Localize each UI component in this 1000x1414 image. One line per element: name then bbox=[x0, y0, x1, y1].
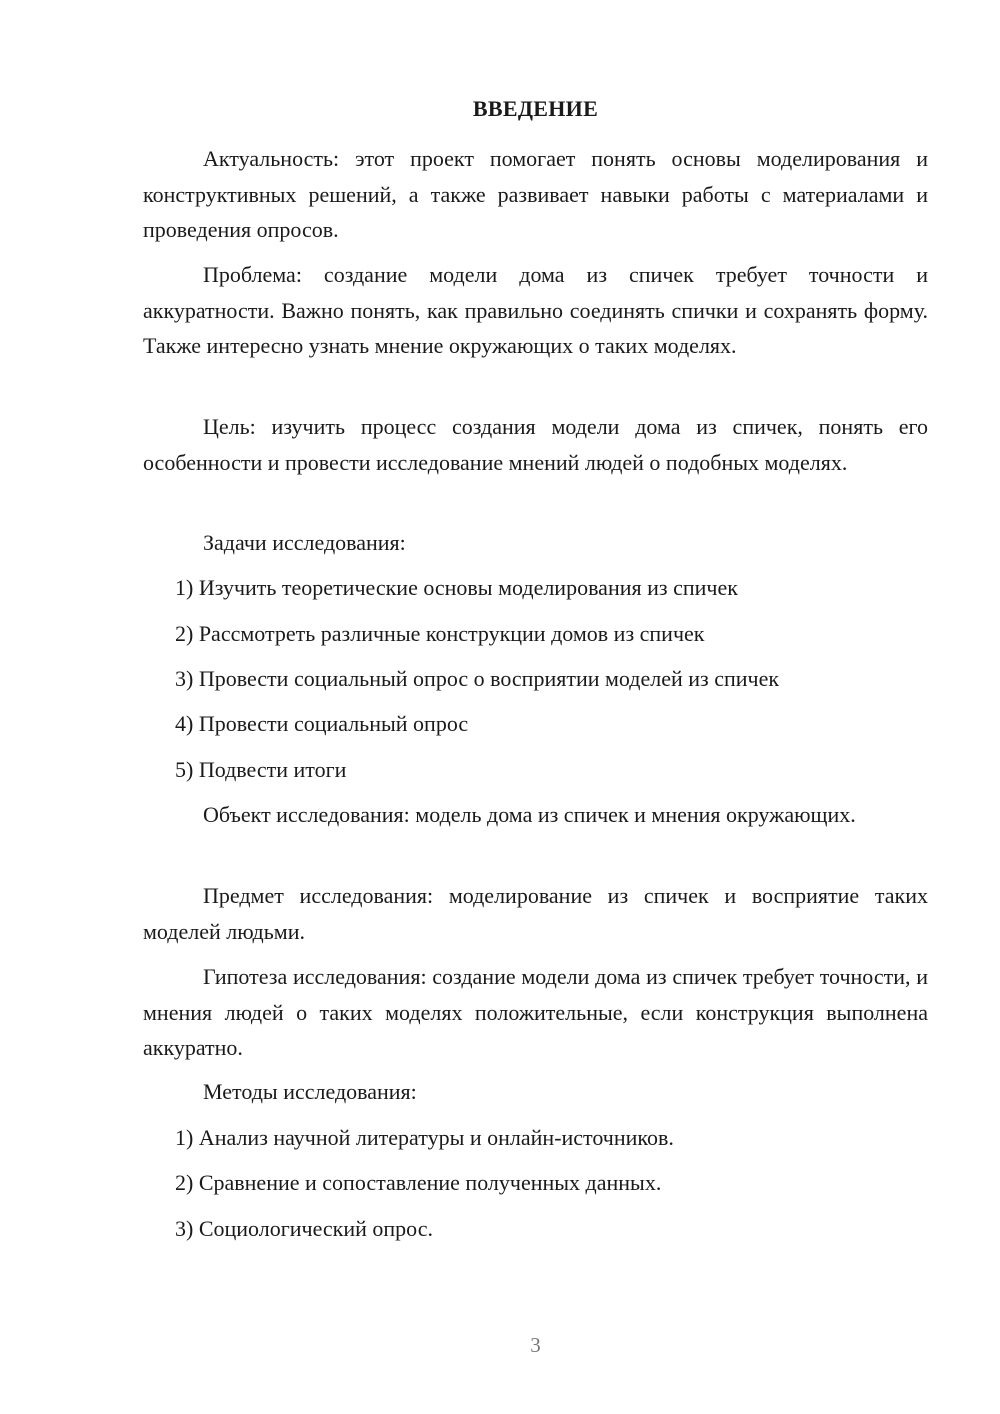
paragraph-relevance: Актуальность: этот проект помогает понять основы моделирования и конструктивных решений, а также развивает навыки работы с материалами и проведения опросов. bbox=[143, 146, 928, 242]
method-item: 1) Анализ научной литературы и онлайн-источников. bbox=[175, 1125, 674, 1150]
paragraph-problem: Проблема: создание модели дома из спичек требует точности и аккуратности. Важно понять, как правильно соединять спички и сохранять форму. Также интересно узнать мнение окружающих о таких моделях. bbox=[143, 262, 928, 358]
task-item: 3) Провести социальный опрос о восприятии моделей из спичек bbox=[175, 666, 780, 691]
task-item: 4) Провести социальный опрос bbox=[175, 711, 469, 736]
methods-heading: Методы исследования: bbox=[203, 1079, 417, 1104]
document-page bbox=[143, 0, 928, 1414]
page-title: ВВЕДЕНИЕ bbox=[472, 96, 599, 121]
paragraph-subject: Предмет исследования: моделирование из спичек и восприятие таких моделей людьми. bbox=[143, 883, 928, 944]
paragraph-goal: Цель: изучить процесс создания модели дома из спичек, понять его особенности и провести исследование мнений людей о подобных моделях. bbox=[143, 414, 928, 475]
method-item: 3) Социологический опрос. bbox=[175, 1216, 433, 1241]
paragraph-hypothesis: Гипотеза исследования: создание модели дома из спичек требует точности, и мнения людей о таких моделях положительные, если конструкция выполнена аккуратно. bbox=[143, 964, 928, 1060]
method-item: 2) Сравнение и сопоставление полученных данных. bbox=[175, 1170, 662, 1195]
task-item: 2) Рассмотреть различные конструкции домов из спичек bbox=[175, 621, 705, 646]
paragraph-object: Объект исследования: модель дома из спичек и мнения окружающих. bbox=[203, 802, 856, 827]
page-number: 3 bbox=[530, 1333, 541, 1357]
tasks-heading: Задачи исследования: bbox=[203, 530, 406, 555]
task-item: 1) Изучить теоретические основы моделирования из спичек bbox=[175, 575, 738, 600]
task-item: 5) Подвести итоги bbox=[175, 757, 347, 782]
